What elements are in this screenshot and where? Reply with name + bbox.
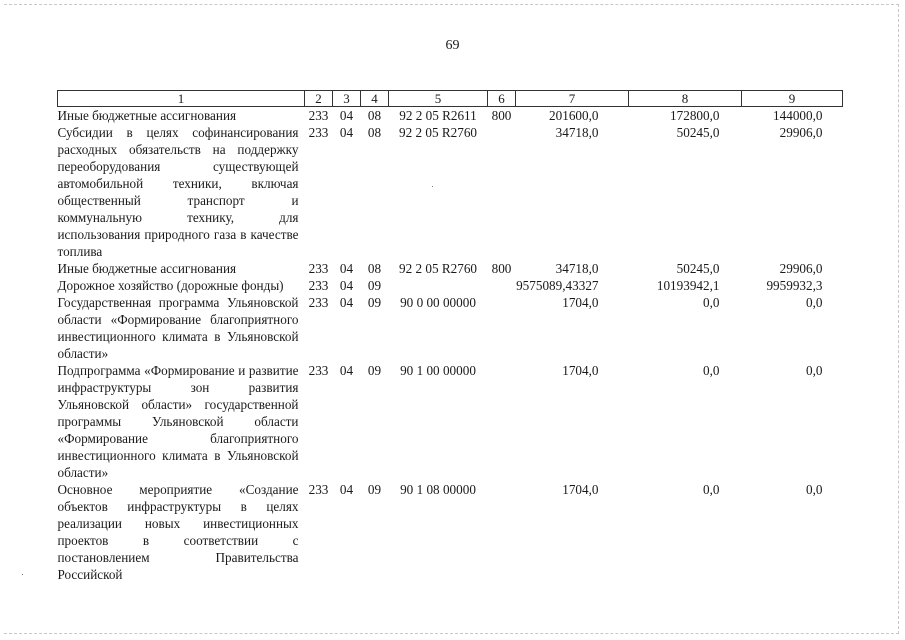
column-header: 8 bbox=[629, 91, 742, 107]
cell-amount-col7: 34718,0 bbox=[555, 125, 599, 140]
cell-amount-col7: 1704,0 bbox=[562, 363, 599, 378]
cell-target-article: 92 2 05 R2760 bbox=[398, 125, 478, 140]
cell-expense-type bbox=[488, 277, 516, 294]
column-header: 5 bbox=[389, 91, 488, 107]
cell-section-code: 04 bbox=[339, 482, 354, 497]
cell-expense-type bbox=[488, 294, 516, 362]
cell-amount-col9: 29906,0 bbox=[779, 261, 823, 276]
cell-expense-type bbox=[488, 362, 516, 481]
budget-table bbox=[57, 90, 843, 583]
cell-amount-col7: 34718,0 bbox=[555, 261, 599, 276]
column-header: 9 bbox=[742, 91, 843, 107]
column-header: 6 bbox=[488, 91, 516, 107]
table-row bbox=[58, 124, 843, 260]
column-header: 2 bbox=[305, 91, 333, 107]
cell-section-code: 04 bbox=[339, 295, 354, 310]
row-name: Иные бюджетные ассигнования bbox=[57, 261, 237, 276]
cell-subsection-code: 09 bbox=[367, 482, 382, 497]
table-row bbox=[58, 481, 843, 583]
cell-section-code: 04 bbox=[339, 108, 354, 123]
page-number: 69 bbox=[445, 38, 460, 53]
cell-ministry-code: 233 bbox=[308, 108, 329, 123]
cell-target-article: 90 0 00 00000 bbox=[400, 295, 476, 310]
table-row bbox=[58, 277, 843, 294]
cell-expense-type: 800 bbox=[491, 108, 512, 123]
cell-amount-col9: 144000,0 bbox=[773, 108, 823, 123]
cell-amount-col7: 1704,0 bbox=[562, 295, 599, 310]
cell-amount-col7: 201600,0 bbox=[549, 108, 599, 123]
cell-target-article: 92 2 05 R2611 bbox=[399, 108, 477, 123]
cell-amount-col9: 29906,0 bbox=[779, 125, 823, 140]
cell-target-article: 92 2 05 R2760 bbox=[398, 261, 478, 276]
row-name: Субсидии в целях софинансирования расходных обязательств на поддержку переоборудования существующей автомобильной техники, включая общественный транспорт и коммунальную технику, для использования природного газа в качестве топлива bbox=[57, 125, 299, 259]
scan-speck bbox=[22, 574, 23, 575]
row-name: Подпрограмма «Формирование и развитие инфраструктуры зон развития Ульяновской области» государственной программы Ульяновской области «Формирование благоприятного инвестиционного климата в Ульяновской области» bbox=[57, 363, 299, 480]
cell-amount-col9: 0,0 bbox=[806, 363, 823, 378]
cell-ministry-code: 233 bbox=[308, 295, 329, 310]
header-row bbox=[58, 91, 843, 107]
column-header: 7 bbox=[516, 91, 629, 107]
cell-expense-type: 800 bbox=[491, 261, 512, 276]
row-name: Основное мероприятие «Создание объектов инфраструктуры в целях реализации новых инвестиционных проектов в соответствии с постановлением Правительства Российской bbox=[57, 482, 299, 582]
column-header: 3 bbox=[333, 91, 361, 107]
cell-subsection-code: 09 bbox=[367, 295, 382, 310]
table-row bbox=[58, 362, 843, 481]
table-row bbox=[58, 260, 843, 277]
cell-section-code: 04 bbox=[339, 125, 354, 140]
column-header: 4 bbox=[361, 91, 389, 107]
cell-amount-col8: 0,0 bbox=[703, 482, 720, 497]
cell-amount-col7: 9575089,43327 bbox=[516, 278, 599, 293]
row-name: Дорожное хозяйство (дорожные фонды) bbox=[57, 278, 284, 293]
cell-section-code: 04 bbox=[339, 278, 354, 293]
row-name: Государственная программа Ульяновской области «Формирование благоприятного инвестиционного климата в Ульяновской области» bbox=[57, 295, 299, 361]
cell-expense-type bbox=[488, 124, 516, 260]
cell-subsection-code: 08 bbox=[367, 261, 382, 276]
cell-section-code: 04 bbox=[339, 363, 354, 378]
cell-amount-col7: 1704,0 bbox=[562, 482, 599, 497]
cell-amount-col8: 10193942,1 bbox=[656, 278, 720, 293]
cell-ministry-code: 233 bbox=[308, 125, 329, 140]
cell-subsection-code: 09 bbox=[367, 278, 382, 293]
scan-speck bbox=[432, 186, 433, 187]
cell-ministry-code: 233 bbox=[308, 363, 329, 378]
table-row bbox=[58, 294, 843, 362]
column-header: 1 bbox=[58, 91, 305, 107]
cell-amount-col8: 172800,0 bbox=[670, 108, 720, 123]
cell-target-article bbox=[389, 277, 488, 294]
table-row bbox=[58, 107, 843, 125]
cell-ministry-code: 233 bbox=[308, 278, 329, 293]
cell-ministry-code: 233 bbox=[308, 261, 329, 276]
cell-amount-col8: 50245,0 bbox=[676, 125, 720, 140]
cell-target-article: 90 1 00 00000 bbox=[400, 363, 476, 378]
cell-subsection-code: 08 bbox=[367, 125, 382, 140]
cell-amount-col8: 0,0 bbox=[703, 295, 720, 310]
cell-amount-col8: 50245,0 bbox=[676, 261, 720, 276]
cell-amount-col9: 0,0 bbox=[806, 482, 823, 497]
cell-ministry-code: 233 bbox=[308, 482, 329, 497]
cell-section-code: 04 bbox=[339, 261, 354, 276]
cell-amount-col8: 0,0 bbox=[703, 363, 720, 378]
cell-expense-type bbox=[488, 481, 516, 583]
row-name: Иные бюджетные ассигнования bbox=[57, 108, 237, 123]
cell-target-article: 90 1 08 00000 bbox=[400, 482, 476, 497]
cell-subsection-code: 08 bbox=[367, 108, 382, 123]
cell-subsection-code: 09 bbox=[367, 363, 382, 378]
cell-amount-col9: 9959932,3 bbox=[766, 278, 823, 293]
cell-amount-col9: 0,0 bbox=[806, 295, 823, 310]
